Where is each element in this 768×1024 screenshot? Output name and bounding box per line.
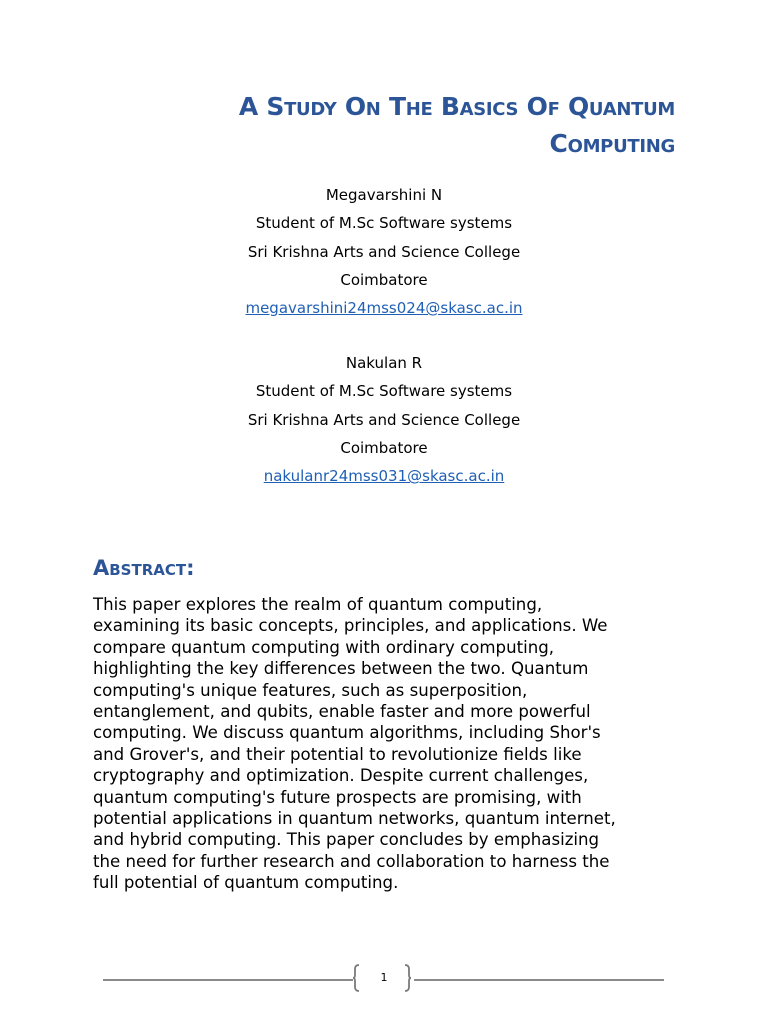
abstract-line: entanglement, and qubits, enable faster and more powerful [93, 702, 591, 722]
abstract-line: and Grover's, and their potential to revolutionize fields like [93, 744, 582, 764]
paper-title [180, 88, 675, 162]
page-number: 1 [380, 971, 388, 984]
right-bracket-icon [404, 964, 412, 992]
abstract-line: and hybrid computing. This paper concludes by emphasizing [93, 830, 600, 850]
footer-rule-left [103, 979, 353, 981]
author-city: Coimbatore [340, 438, 428, 457]
abstract-line: potential applications in quantum networks, quantum internet, [93, 809, 616, 829]
abstract-line: full potential of quantum computing. [93, 873, 399, 893]
abstract-body [93, 594, 678, 894]
abstract-line: the need for further research and collaboration to harness the [93, 851, 610, 871]
abstract-line: computing's unique features, such as superposition, [93, 680, 528, 700]
abstract-line: computing. We discuss quantum algorithms, including Shor's [93, 723, 601, 743]
abstract-line: examining its basic concepts, principles, and applications. We [93, 616, 608, 636]
abstract-line: highlighting the key differences between the two. Quantum [93, 659, 589, 679]
author-city: Coimbatore [340, 270, 428, 289]
abstract-line: quantum computing's future prospects are promising, with [93, 787, 582, 807]
abstract-line: This paper explores the realm of quantum computing, [93, 595, 543, 614]
author-institution: Sri Krishna Arts and Science College [247, 242, 521, 261]
author-name: Nakulan R [345, 354, 423, 372]
author-email-link[interactable]: megavarshini24mss024@skasc.ac.in [245, 299, 523, 318]
title-line: A Study On The Basics Of Quantum [238, 92, 675, 121]
footer-rule-right [414, 979, 664, 981]
author-email-link[interactable]: nakulanr24mss031@skasc.ac.in [263, 467, 505, 486]
abstract-line: cryptography and optimization. Despite current challenges, [93, 766, 589, 786]
author-role: Student of M.Sc Software systems [255, 382, 513, 401]
author-institution: Sri Krishna Arts and Science College [247, 410, 521, 429]
author-name: Megavarshini N [325, 186, 443, 204]
title-line: Computing [549, 129, 675, 158]
abstract-line: compare quantum computing with ordinary computing, [93, 637, 555, 657]
author-block [0, 181, 768, 322]
left-bracket-icon [352, 964, 360, 992]
abstract-heading: Abstract: [93, 556, 195, 580]
author-role: Student of M.Sc Software systems [255, 214, 513, 233]
author-block [0, 349, 768, 490]
